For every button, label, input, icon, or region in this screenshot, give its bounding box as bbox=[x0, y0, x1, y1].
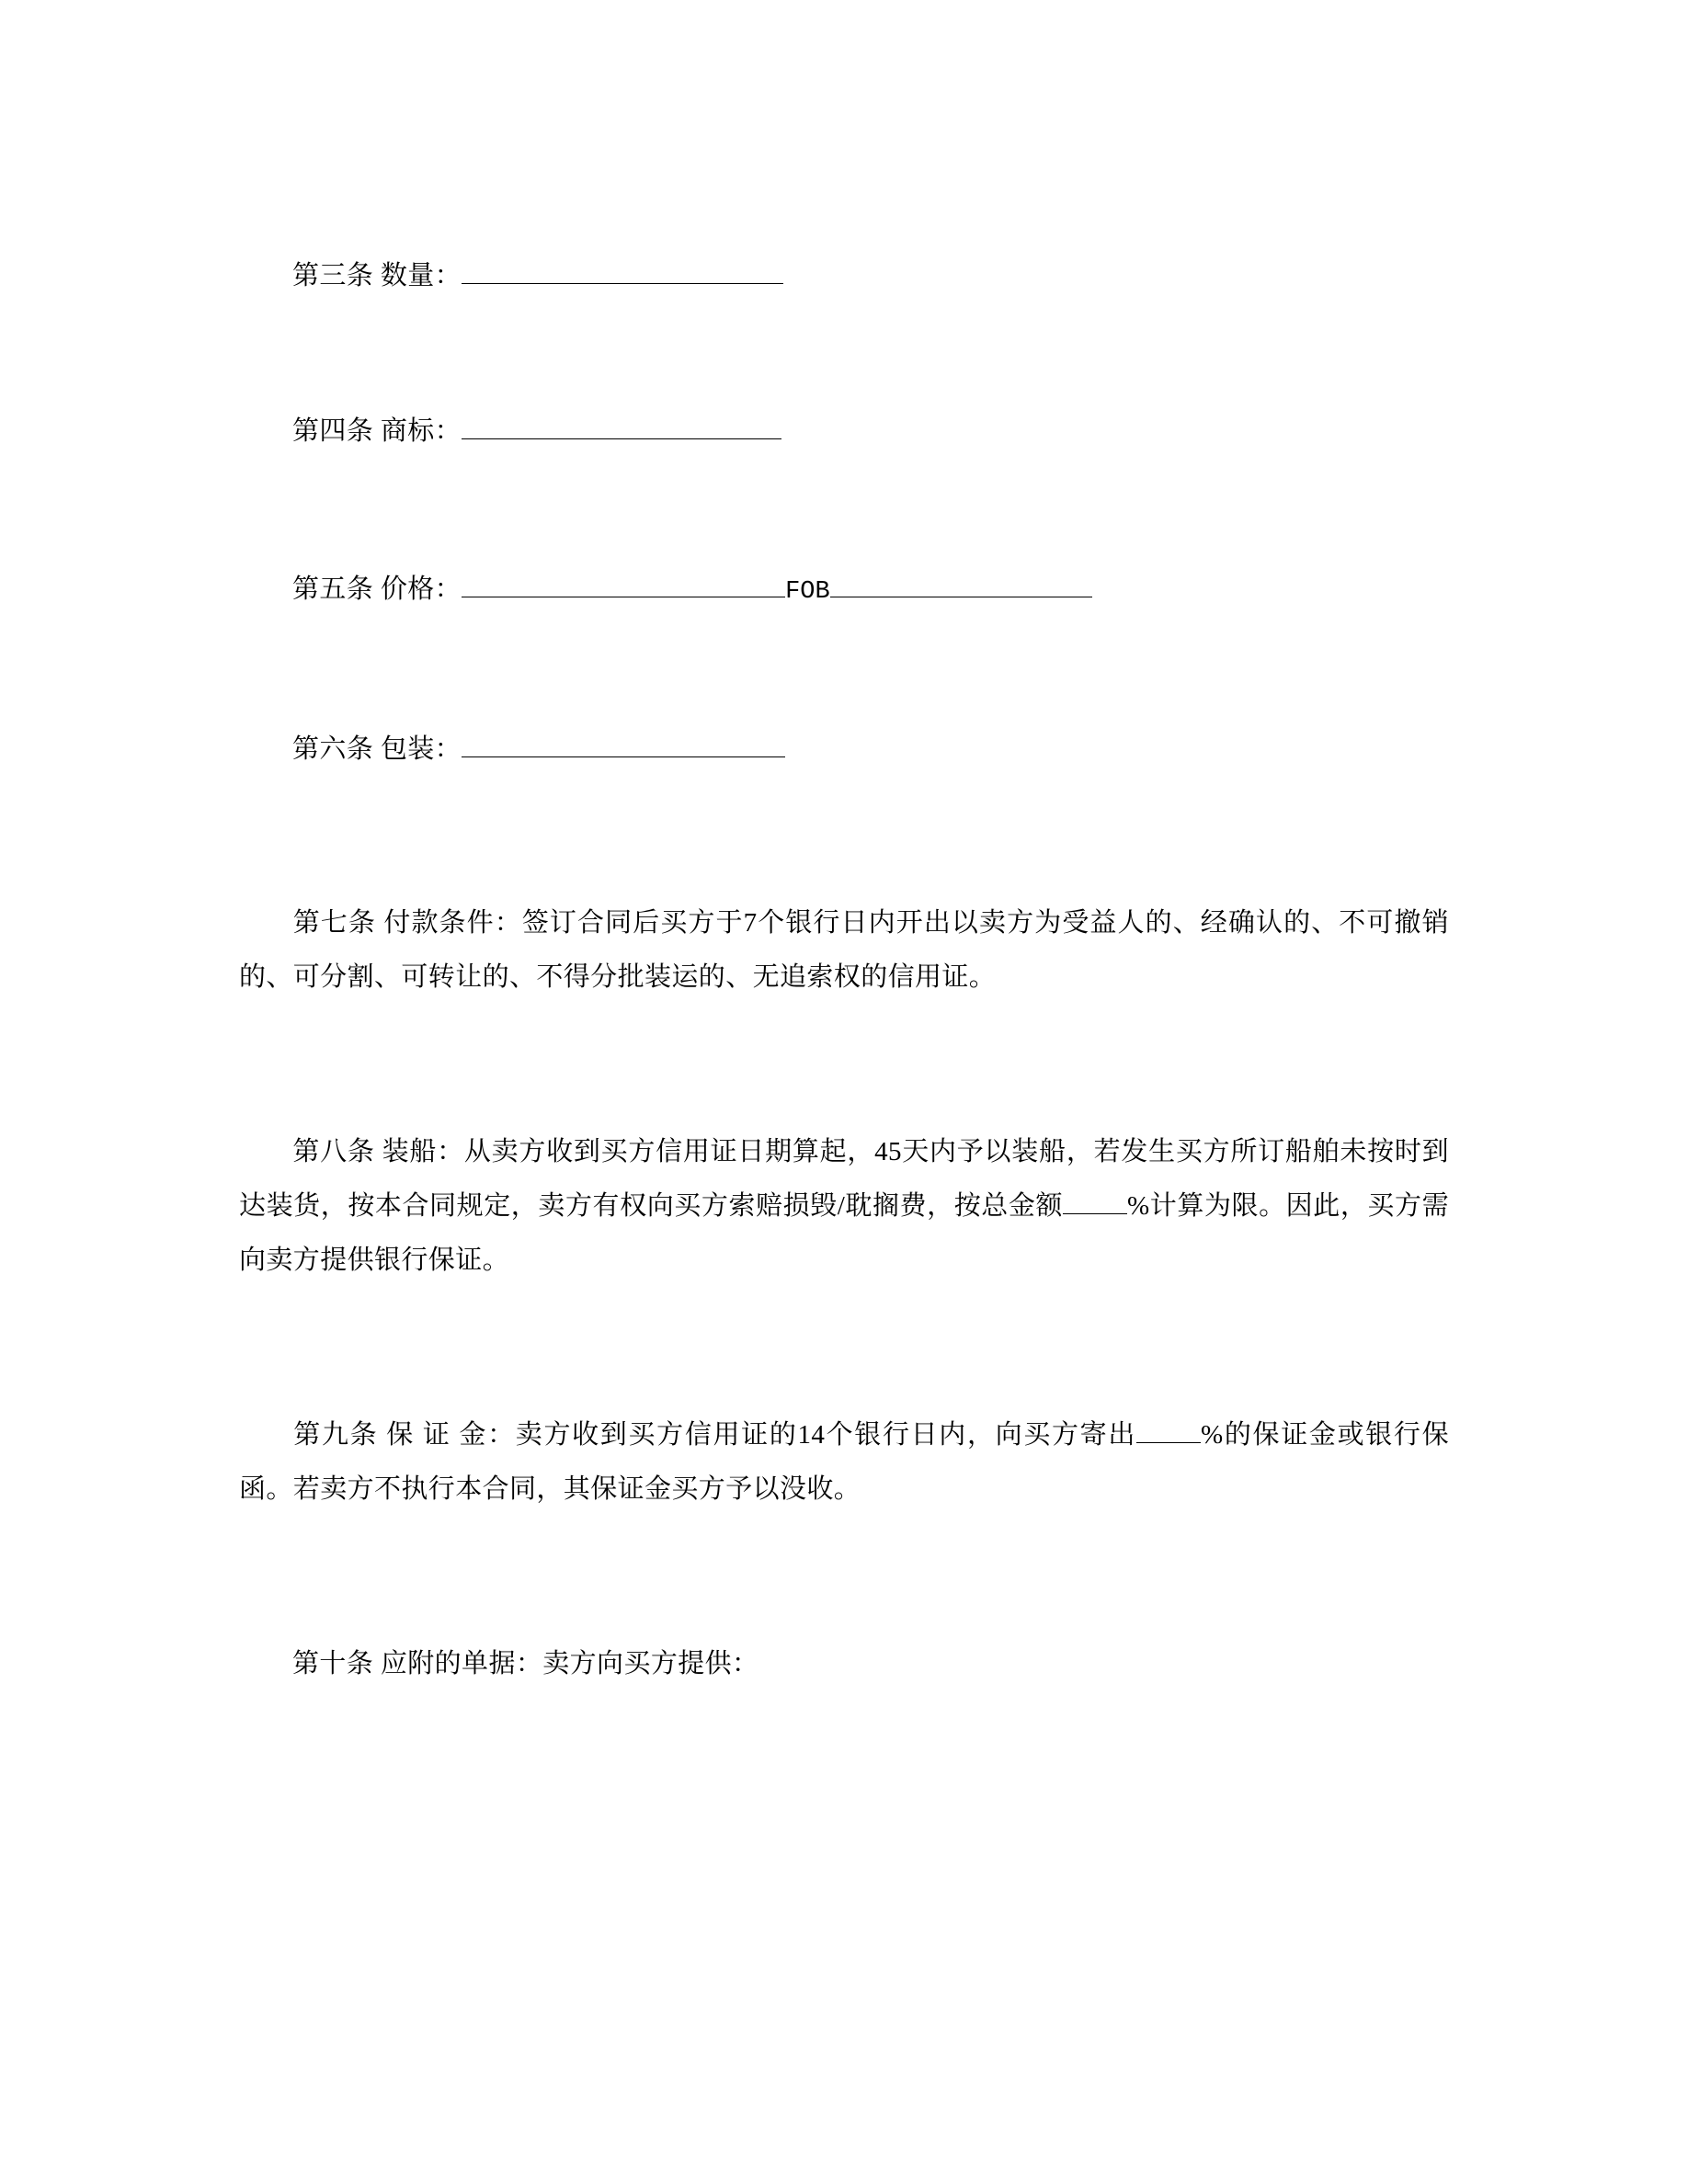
clause-9-text-part1: 第九条 保 证 金：卖方收到买方信用证的14个银行日内，向买方寄出 bbox=[292, 1420, 1137, 1450]
clause-8 bbox=[239, 1125, 1449, 1287]
clause-4-label: 第四条 商标： bbox=[292, 415, 462, 446]
clause-8-blank-field[interactable] bbox=[1063, 1183, 1127, 1214]
clause-8-text-part1: 第八条 装船：从卖方收到买方信用证日期算起，45天内予以装船，若发生买方所订船舶未按时到达装货，按本合同规定，卖方有权向买方索赔损毁/耽搁费，按总金额 bbox=[239, 1137, 1449, 1222]
clause-10-text: 第十条 应附的单据：卖方向买方提供： bbox=[292, 1649, 759, 1679]
clause-4-blank-field[interactable] bbox=[462, 407, 781, 438]
spacer bbox=[239, 1516, 1449, 1637]
clause-5 bbox=[239, 563, 1449, 617]
clause-7-text: 第七条 付款条件：签订合同后买方于7个银行日内开出以卖方为受益人的、经确认的、不可撤销的、可分割、可转让的、不得分批装运的、无追索权的信用证。 bbox=[239, 908, 1449, 992]
clause-9-blank-field[interactable] bbox=[1136, 1412, 1201, 1443]
clause-7 bbox=[239, 896, 1449, 1004]
clause-6 bbox=[239, 723, 1449, 776]
spacer bbox=[239, 775, 1449, 896]
document-body bbox=[239, 0, 1449, 1691]
clause-9-text-part2: %的保证金或银行保函。若卖方不执行本合同，其保证金买方予以没收。 bbox=[239, 1420, 1449, 1504]
clause-5-label: 第五条 价格： bbox=[292, 574, 462, 605]
clause-9 bbox=[239, 1408, 1449, 1516]
clause-3 bbox=[239, 250, 1449, 302]
spacer bbox=[239, 457, 1449, 563]
spacer bbox=[239, 302, 1449, 405]
clause-3-blank-field[interactable] bbox=[462, 253, 783, 284]
clause-5-blank-field-right[interactable] bbox=[830, 566, 1092, 597]
clause-10 bbox=[239, 1637, 1449, 1691]
spacer bbox=[239, 1004, 1449, 1125]
spacer bbox=[239, 617, 1449, 723]
clause-6-blank-field[interactable] bbox=[462, 725, 785, 756]
clause-3-label: 第三条 数量： bbox=[292, 261, 462, 290]
clause-5-fob-text: FOB bbox=[785, 578, 830, 607]
clause-8-text-part2: %计算为限。因此，买方需向卖方提供银行保证。 bbox=[239, 1191, 1449, 1275]
spacer bbox=[239, 1287, 1449, 1408]
clause-5-blank-field-left[interactable] bbox=[462, 566, 785, 597]
clause-4 bbox=[239, 405, 1449, 458]
clause-6-label: 第六条 包装： bbox=[292, 734, 462, 764]
